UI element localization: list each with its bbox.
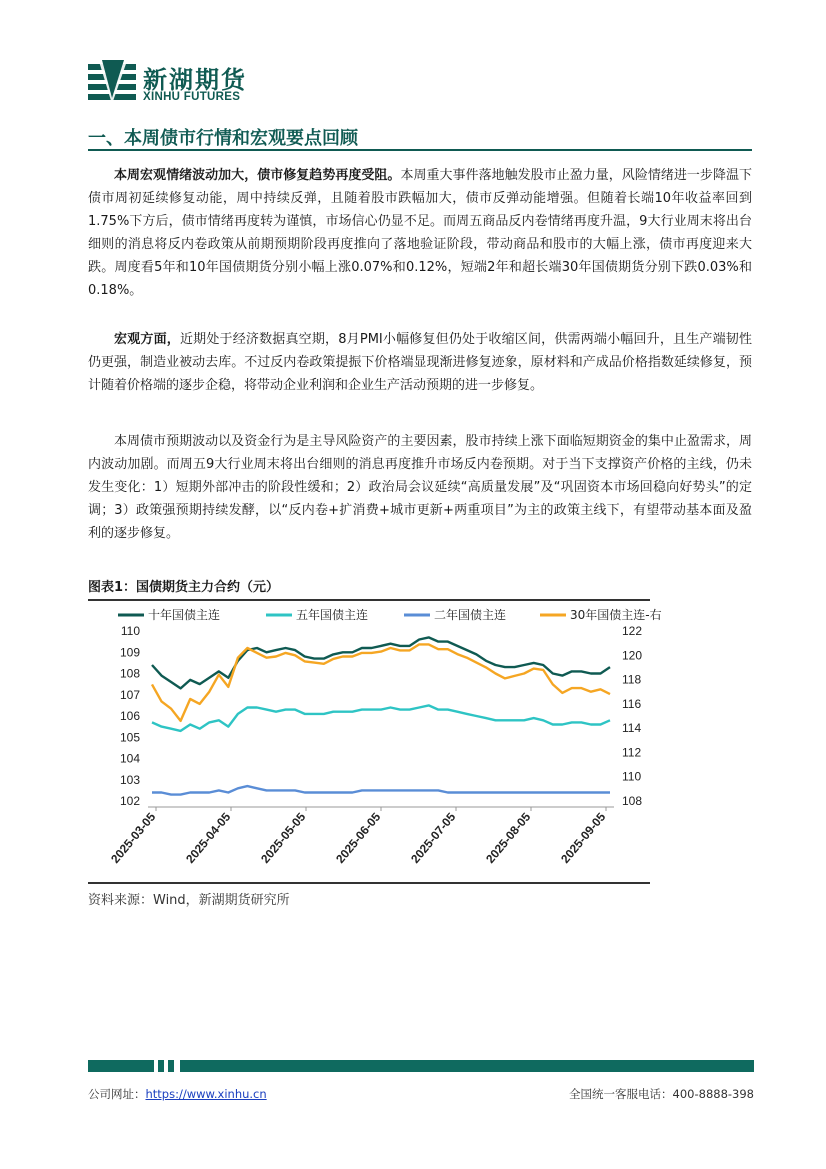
bond-futures-chart	[88, 603, 662, 881]
y-left-tick-label: 104	[119, 751, 140, 766]
y-left-tick-label: 103	[119, 772, 140, 787]
logo-chinese-text: 新湖期货	[143, 66, 247, 94]
x-tick-label: 2025-06-05	[333, 809, 384, 866]
figure-top-rule	[88, 599, 650, 601]
company-logo	[88, 58, 288, 108]
y-right-tick-label: 122	[622, 624, 643, 638]
y-right-tick-label: 116	[622, 696, 642, 711]
footer-hotline: 全国统一客服电话：400-8888-398	[569, 1087, 754, 1101]
footer-website	[88, 1086, 267, 1102]
website-label: 公司网址：	[88, 1087, 146, 1101]
logo-mark-icon	[88, 58, 136, 104]
y-right-tick-label: 108	[622, 794, 643, 808]
paragraph-body: 本周债市预期波动以及资金行为是主导风险资产的主要因素，股市持续上涨下面临短期资金的集中止盈需求，周内波动加剧。而周五9大行业周末将出台细则的消息再度推升市场反内卷预期。对于当下支撑资产价格的主线，仍未发生变化：1）短期外部冲击的阶段性缓和；2）政治局会议延续“高质量发展”及“巩固资本市场回稳向好势头”的定调；3）政策强预期持续发酵，以“反内卷+扩消费+城市更新+两重项目”为主的政策主线下，有望带动基本面及盈利的逐步修复。	[88, 434, 752, 541]
x-tick-label: 2025-07-05	[408, 809, 459, 866]
y-left-tick-label: 107	[119, 687, 140, 702]
x-tick-label: 2025-09-05	[558, 809, 609, 866]
legend-label: 30年国债主连-右	[570, 608, 662, 622]
legend-label: 五年国债主连	[296, 608, 369, 622]
footer-decorative-bar	[88, 1060, 754, 1072]
x-tick-label: 2025-03-05	[108, 809, 159, 866]
logo-english-text: XINHU FUTURES	[143, 91, 241, 103]
y-left-tick-label: 106	[119, 709, 140, 723]
y-left-tick-label: 102	[119, 794, 140, 808]
y-left-tick-label: 109	[119, 645, 140, 660]
title-divider	[88, 149, 752, 151]
y-right-tick-label: 118	[622, 672, 642, 687]
paragraph-outlook	[88, 430, 752, 545]
x-tick-label: 2025-08-05	[483, 809, 534, 866]
series-line	[152, 786, 610, 795]
y-left-tick-label: 108	[119, 666, 140, 681]
y-right-tick-label: 114	[622, 721, 642, 736]
x-tick-label: 2025-05-05	[258, 809, 309, 866]
paragraph-lead: 本周宏观情绪波动加大，债市修复趋势再度受阻。	[114, 168, 401, 183]
chart-legend	[118, 607, 662, 622]
y-left-tick-label: 105	[119, 730, 140, 745]
section-title: 一、本周债市行情和宏观要点回顾	[88, 128, 358, 149]
paragraph-body: 近期处于经济数据真空期，8月PMI小幅修复但仍处于收缩区间，供需两端小幅回升，且生产端韧性仍更强，制造业被动去库。不过反内卷政策提振下价格端显现渐进修复迹象，原材料和产成品价格指数延续修复，预计随着价格端的逐步企稳，将带动企业利润和企业生产活动预期的进一步修复。	[88, 332, 752, 393]
paragraph-lead: 宏观方面，	[114, 332, 180, 347]
legend-label: 二年国债主连	[434, 608, 507, 622]
series-line	[152, 637, 610, 688]
paragraph-body: 本周重大事件落地触发股市止盈力量，风险情绪进一步降温下债市周初延续修复动能，周中持续反弹，且随着股市跌幅加大，债市反弹动能增强。但随着长端10年收益率回到1.75%下方后，债市情绪再度转为谨慎，市场信心仍显不足。而周五商品反内卷情绪再度升温，9大行业周末将出台细则的消息将反内卷政策从前期预期阶段再度推向了落地验证阶段，带动商品和股市的大幅上涨，债市再度迎来大跌。周度看5年和10年国债期货分别小幅上涨0.07%和0.12%，短端2年和超长端30年国债期货分别下跌0.03%和0.18%。	[88, 168, 752, 298]
y-right-tick-label: 110	[622, 769, 642, 784]
y-right-tick-label: 112	[622, 745, 642, 760]
legend-label: 十年国债主连	[148, 608, 221, 622]
series-line	[152, 705, 610, 731]
paragraph-macro	[88, 328, 752, 397]
y-right-tick-label: 120	[622, 648, 643, 663]
figure-title: 图表1：国债期货主力合约（元）	[88, 580, 280, 595]
website-link[interactable]: https://www.xinhu.cn	[145, 1087, 267, 1101]
figure-bottom-rule	[88, 882, 650, 884]
figure-source: 资料来源：Wind，新湖期货研究所	[88, 893, 290, 908]
x-tick-label: 2025-04-05	[183, 809, 234, 866]
paragraph-bond-market	[88, 164, 752, 302]
y-left-tick-label: 110	[120, 624, 140, 638]
